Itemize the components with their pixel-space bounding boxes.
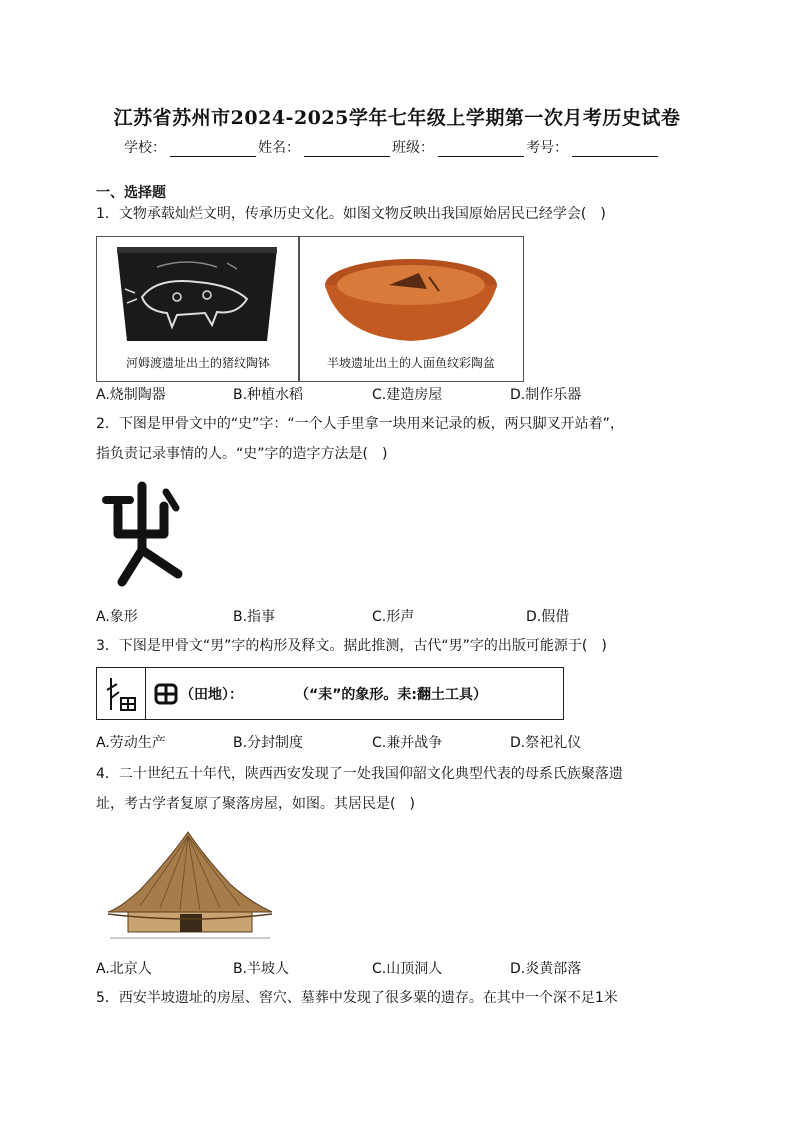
pig-pattern-bowl-image [97, 237, 299, 357]
fish-basin-caption: 半坡遗址出土的人面鱼纹彩陶盆 [326, 356, 495, 370]
exam-number-label: 考号： [526, 140, 568, 156]
question-4-line-2: 址，考古学者复原了聚落房屋，如图。其居民是( ) [96, 796, 415, 812]
oracle-nan-explanation-cell [146, 668, 563, 719]
q2-option-a[interactable]: A.象形 [96, 609, 138, 625]
question-5-line-1: 5．西安半坡遗址的房屋、窖穴、墓葬中发现了很多粟的遗存。在其中一个深不足1米 [96, 990, 618, 1006]
q1-option-d[interactable]: D.制作乐器 [510, 387, 582, 403]
q3-option-d[interactable]: D.祭祀礼仪 [510, 735, 582, 751]
name-label: 姓名： [258, 140, 300, 156]
q4-option-b[interactable]: B.半坡人 [233, 961, 290, 977]
question-2-line-2: 指负责记录事情的人。“史”字的造字方法是( ) [96, 446, 388, 462]
plow-explanation: （“耒”的象形。耒:翻土工具） [295, 686, 488, 703]
q1-option-c[interactable]: C.建造房屋 [372, 387, 443, 403]
human-fish-basin-figure [298, 236, 524, 382]
q3-option-a[interactable]: A.劳动生产 [96, 735, 166, 751]
question-3-stem: 3．下图是甲骨文“男”字的构形及释文。据此推测，古代“男”字的出版可能源于( ) [96, 638, 607, 654]
question-1-stem: 1．文物承载灿烂文明，传承历史文化。如图文物反映出我国原始居民已经学会( ) [96, 206, 606, 222]
banpo-hut-reconstruction-image [100, 828, 280, 946]
field-glyph [154, 683, 178, 705]
q1-option-b[interactable]: B.种植水稻 [233, 387, 304, 403]
pig-bowl-caption: 河姆渡遗址出土的猪纹陶钵 [125, 356, 270, 370]
q1-option-a[interactable]: A.烧制陶器 [96, 387, 166, 403]
q4-option-c[interactable]: C.山顶洞人 [372, 961, 443, 977]
name-blank[interactable] [304, 142, 390, 157]
section-heading: 一、选择题 [96, 185, 166, 201]
q4-option-a[interactable]: A.北京人 [96, 961, 152, 977]
exam-number-blank[interactable] [572, 142, 658, 157]
class-blank[interactable] [438, 142, 524, 157]
q2-option-c[interactable]: C.形声 [372, 609, 415, 625]
school-blank[interactable] [170, 142, 256, 157]
question-4-line-1: 4．二十世纪五十年代，陕西西安发现了一处我国仰韶文化典型代表的母系氏族聚落遗 [96, 766, 623, 782]
oracle-nan-glyph [97, 668, 145, 719]
fish-basin-image [299, 237, 523, 357]
student-info-row [124, 137, 660, 157]
q2-option-d[interactable]: D.假借 [526, 609, 570, 625]
oracle-nan-table [96, 667, 564, 720]
oracle-shi-character-image [100, 478, 190, 593]
question-2-line-1: 2．下图是甲骨文中的“史”字：“一个人手里拿一块用来记录的板，两只脚叉开站着”， [96, 416, 624, 432]
q2-option-b[interactable]: B.指事 [233, 609, 276, 625]
field-explanation: （田地）： [180, 686, 243, 703]
exam-title: 江苏省苏州市2024-2025学年七年级上学期第一次月考历史试卷 [113, 107, 681, 129]
q3-option-c[interactable]: C.兼并战争 [372, 735, 443, 751]
q4-option-d[interactable]: D.炎黄部落 [510, 961, 582, 977]
oracle-nan-glyph-cell [97, 668, 146, 719]
school-label: 学校： [124, 140, 166, 156]
q3-option-b[interactable]: B.分封制度 [233, 735, 304, 751]
class-label: 班级： [392, 140, 434, 156]
pig-pattern-pottery-figure [96, 236, 300, 382]
